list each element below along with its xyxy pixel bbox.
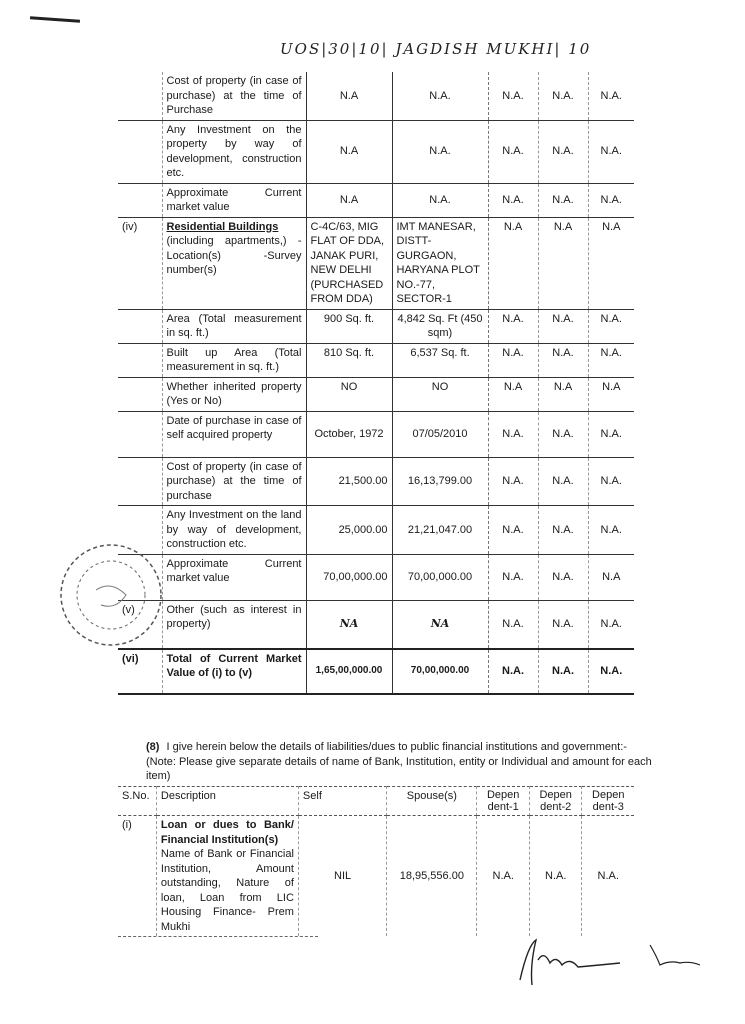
table-row: Cost of property (in case of purchase) at the time of Purchase N.A N.A. N.A. N.A. N.A. [118,72,634,120]
table-row: Any Investment on the land by way of development, construction etc. 25,000.00 21,21,047.00 N.A. N.A. N.A. [118,506,634,555]
table-row: Area (Total measurement in sq. ft.) 900 Sq. ft. 4,842 Sq. Ft (450 sqm) N.A. N.A. N.A. [118,309,634,343]
loan-heading: Loan or dues to Bank/ Financial Institution(s) [160,819,294,846]
handwritten-file-reference: UOS|30|10| JAGDISH MUKHI| 10 [280,40,592,58]
table-row: Approximate Current market value N.A N.A. N.A. N.A. N.A. [118,183,634,217]
table-row: (v) Other (such as interest in property) NA NA N.A. N.A. N.A. [118,600,634,649]
table-row: Built up Area (Total measurement in sq. ft.) 810 Sq. ft. 6,537 Sq. ft. N.A. N.A. N.A. [118,343,634,377]
section-8-intro: (8) I give herein below the details of liabilities/dues to public financial institutions and government:- (Note: Please give separate details of name of Bank, Institution, entity or Individual and amount for each item) [146,741,652,782]
liabilities-table [118,786,634,936]
scan-mark [30,16,80,22]
table-row: Cost of property (in case of purchase) at the time of purchase 21,500.00 16,13,799.00 N.A. N.A. N.A. [118,457,634,506]
residential-buildings-heading: Residential Buildings [166,220,279,233]
table-row: Approximate Current market value 70,00,000.00 70,00,000.00 N.A. N.A. N.A [118,554,634,600]
table-row: Any Investment on the property by way of development, construction etc. N.A N.A. N.A. N.A. N.A. [118,120,634,183]
notary-stamp [56,540,166,650]
table-header-row: S.No. Description Self Spouse(s) Depen dent-1 Depen dent-2 Depen dent-3 [118,787,634,816]
total-row: (vi) Total of Current Market Value of (i) to (v) 1,65,00,000.00 70,00,000.00 N.A. N.A. N.A. [118,649,634,694]
table-row: (i) Loan or dues to Bank/ Financial Institution(s) Name of Bank or Financial Institution, Amount outstanding, Nature of loan, Loan from LIC Housing Finance- Prem Mukhi NIL 18,95,556.00 N.A. N.A. N.A. [118,816,634,937]
table-row: (iv) Residential Buildings (including apartments,) -Location(s) -Survey number(s) C-4C/63, MIG FLAT OF DDA, JANAK PURI, NEW DELHI (PURCHASED FROM DDA) IMT MANESAR, DISTT- GURGAON, HARYANA PLOT NO.-77, SECTOR-1 N.A N.A N.A [118,217,634,309]
table-row: Whether inherited property (Yes or No) NO NO N.A N.A N.A [118,377,634,411]
immovable-assets-table [118,72,634,695]
divider [118,936,318,937]
table-row: Date of purchase in case of self acquired property October, 1972 07/05/2010 N.A. N.A. N.A. [118,411,634,457]
signature [510,925,710,995]
